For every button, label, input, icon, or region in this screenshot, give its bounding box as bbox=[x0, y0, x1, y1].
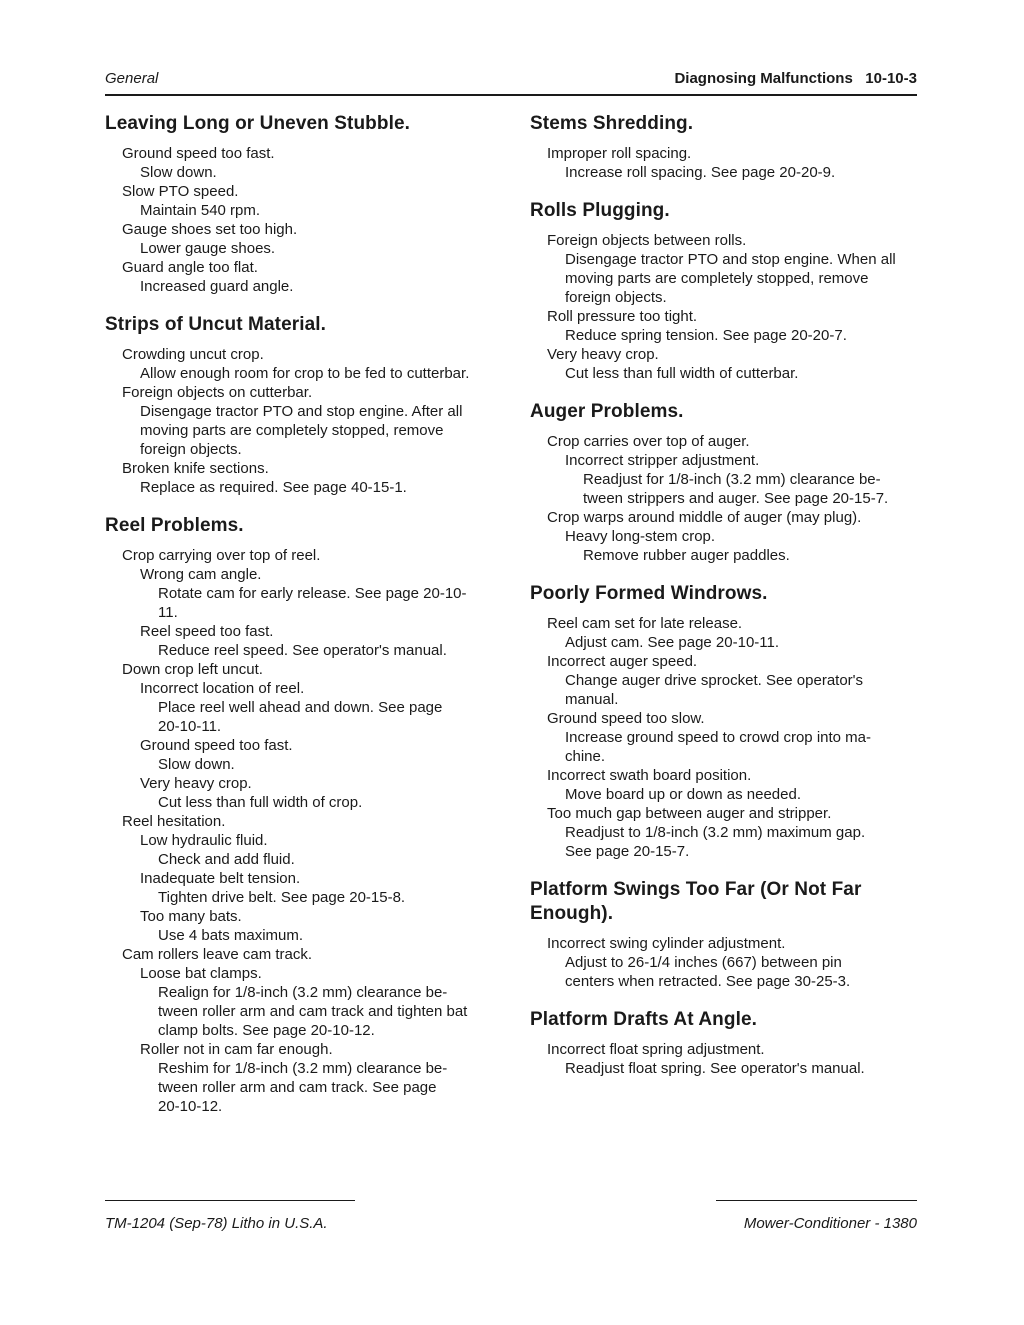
remedy-line: tween strippers and auger. See page 20-15-7. bbox=[583, 490, 889, 507]
remedy-line: tween roller arm and cam track and tighten bat bbox=[158, 1003, 468, 1020]
remedy-line: Change auger drive sprocket. See operator's bbox=[565, 672, 864, 689]
section-heading: Leaving Long or Uneven Stubble. bbox=[105, 113, 411, 134]
remedy-line: Increase roll spacing. See page 20-20-9. bbox=[565, 164, 836, 181]
remedy-line: Ground speed too fast. bbox=[140, 737, 293, 754]
remedy-line: tween roller arm and cam track. See page bbox=[158, 1079, 437, 1096]
remedy-line: Increase ground speed to crowd crop into ma- bbox=[565, 729, 871, 746]
symptom-line: Gauge shoes set too high. bbox=[122, 221, 298, 238]
remedy-line: Reduce reel speed. See operator's manual. bbox=[158, 642, 447, 659]
remedy-line: Disengage tractor PTO and stop engine. After all bbox=[140, 403, 463, 420]
header-rule bbox=[105, 94, 917, 96]
remedy-line: Very heavy crop. bbox=[140, 775, 252, 792]
page-header bbox=[105, 70, 917, 92]
remedy-line: Increased guard angle. bbox=[140, 278, 294, 295]
section-auger-problems bbox=[530, 400, 917, 565]
remedy-line: Incorrect stripper adjustment. bbox=[565, 452, 760, 469]
remedy-line: Remove rubber auger paddles. bbox=[583, 547, 790, 564]
symptom-line: Reel hesitation. bbox=[122, 813, 226, 830]
symptom-line: Very heavy crop. bbox=[547, 346, 659, 363]
remedy-line: Heavy long-stem crop. bbox=[565, 528, 716, 545]
remedy-line: foreign objects. bbox=[140, 441, 242, 458]
symptom-line: Foreign objects between rolls. bbox=[547, 232, 747, 249]
symptom-line: Crowding uncut crop. bbox=[122, 346, 264, 363]
right-column bbox=[530, 112, 917, 1095]
remedy-line: Wrong cam angle. bbox=[140, 566, 262, 583]
remedy-line: Loose bat clamps. bbox=[140, 965, 262, 982]
symptom-line: Cam rollers leave cam track. bbox=[122, 946, 313, 963]
remedy-line: manual. bbox=[565, 691, 619, 708]
remedy-line: Replace as required. See page 40-15-1. bbox=[140, 479, 407, 496]
header-section-label: General bbox=[105, 70, 159, 87]
remedy-line: clamp bolts. See page 20-10-12. bbox=[158, 1022, 375, 1039]
symptom-line: Too much gap between auger and stripper. bbox=[547, 805, 832, 822]
remedy-line: Readjust to 1/8-inch (3.2 mm) maximum gap. bbox=[565, 824, 866, 841]
footer-product-name: Mower-Conditioner - 1380 bbox=[743, 1215, 917, 1232]
remedy-line: Cut less than full width of crop. bbox=[158, 794, 363, 811]
section-heading: Strips of Uncut Material. bbox=[105, 314, 327, 335]
remedy-line: 20-10-11. bbox=[158, 718, 222, 735]
symptom-line: Ground speed too slow. bbox=[547, 710, 705, 727]
symptom-line: Incorrect auger speed. bbox=[547, 653, 698, 670]
section-poorly-formed-windrows bbox=[530, 582, 917, 861]
footer-rule-left bbox=[105, 1200, 355, 1201]
remedy-line: 11. bbox=[158, 604, 178, 621]
section-leaving-long-or-uneven-stubble bbox=[105, 112, 495, 296]
symptom-line: Crop carries over top of auger. bbox=[547, 433, 750, 450]
remedy-line: Tighten drive belt. See page 20-15-8. bbox=[158, 889, 406, 906]
remedy-line: Readjust for 1/8-inch (3.2 mm) clearance be- bbox=[583, 471, 881, 488]
remedy-line: Check and add fluid. bbox=[158, 851, 295, 868]
remedy-line: Place reel well ahead and down. See page bbox=[158, 699, 443, 716]
symptom-line: Incorrect float spring adjustment. bbox=[547, 1041, 765, 1058]
remedy-line: Roller not in cam far enough. bbox=[140, 1041, 333, 1058]
remedy-line: Rotate cam for early release. See page 20-10- bbox=[158, 585, 467, 602]
section-reel-problems bbox=[105, 514, 495, 1116]
symptom-line: Improper roll spacing. bbox=[547, 145, 692, 162]
remedy-line: moving parts are completely stopped, remove bbox=[140, 422, 444, 439]
symptom-line: Down crop left uncut. bbox=[122, 661, 263, 678]
section-platform-drafts-at-angle bbox=[530, 1008, 917, 1078]
section-heading: Rolls Plugging. bbox=[530, 200, 670, 221]
remedy-line: Too many bats. bbox=[140, 908, 242, 925]
remedy-line: Reduce spring tension. See page 20-20-7. bbox=[565, 327, 847, 344]
symptom-line: Guard angle too flat. bbox=[122, 259, 258, 276]
symptom-line: Crop carrying over top of reel. bbox=[122, 547, 321, 564]
section-heading: Stems Shredding. bbox=[530, 113, 694, 134]
header-page-title: Diagnosing Malfunctions 10-10-3 bbox=[674, 70, 917, 87]
section-platform-swings-too-far-or-not-far-enough bbox=[530, 878, 917, 991]
remedy-line: Incorrect location of reel. bbox=[140, 680, 305, 697]
remedy-line: foreign objects. bbox=[565, 289, 667, 306]
remedy-line: moving parts are completely stopped, remove bbox=[565, 270, 869, 287]
remedy-line: Low hydraulic fluid. bbox=[140, 832, 268, 849]
remedy-line: Cut less than full width of cutterbar. bbox=[565, 365, 799, 382]
remedy-line: Inadequate belt tension. bbox=[140, 870, 301, 887]
remedy-line: centers when retracted. See page 30-25-3. bbox=[565, 973, 851, 990]
remedy-line: 20-10-12. bbox=[158, 1098, 223, 1115]
remedy-line: Slow down. bbox=[158, 756, 235, 773]
symptom-line: Incorrect swath board position. bbox=[547, 767, 752, 784]
left-column bbox=[105, 112, 495, 1133]
section-rolls-plugging bbox=[530, 199, 917, 383]
symptom-line: Roll pressure too tight. bbox=[547, 308, 698, 325]
symptom-line: Crop warps around middle of auger (may plug). bbox=[547, 509, 862, 526]
remedy-line: Reel speed too fast. bbox=[140, 623, 274, 640]
section-heading: Auger Problems. bbox=[530, 401, 684, 422]
remedy-line: See page 20-15-7. bbox=[565, 843, 690, 860]
remedy-line: Realign for 1/8-inch (3.2 mm) clearance be- bbox=[158, 984, 448, 1001]
remedy-line: Adjust cam. See page 20-10-11. bbox=[565, 634, 780, 651]
section-heading: Platform Swings Too Far (Or Not Far Enough). bbox=[530, 879, 862, 924]
section-heading: Platform Drafts At Angle. bbox=[530, 1009, 758, 1030]
symptom-line: Slow PTO speed. bbox=[122, 183, 239, 200]
remedy-line: Use 4 bats maximum. bbox=[158, 927, 304, 944]
section-stems-shredding bbox=[530, 112, 917, 182]
section-strips-of-uncut-material bbox=[105, 313, 495, 497]
section-heading: Reel Problems. bbox=[105, 515, 244, 536]
remedy-line: Disengage tractor PTO and stop engine. When all bbox=[565, 251, 896, 268]
remedy-line: Reshim for 1/8-inch (3.2 mm) clearance be- bbox=[158, 1060, 448, 1077]
remedy-line: Lower gauge shoes. bbox=[140, 240, 276, 257]
remedy-line: Slow down. bbox=[140, 164, 217, 181]
symptom-line: Broken knife sections. bbox=[122, 460, 269, 477]
remedy-line: Allow enough room for crop to be fed to cutterbar. bbox=[140, 365, 470, 382]
remedy-line: Adjust to 26-1/4 inches (667) between pin bbox=[565, 954, 842, 971]
symptom-line: Foreign objects on cutterbar. bbox=[122, 384, 313, 401]
symptom-line: Incorrect swing cylinder adjustment. bbox=[547, 935, 786, 952]
remedy-line: chine. bbox=[565, 748, 606, 765]
remedy-line: Move board up or down as needed. bbox=[565, 786, 801, 803]
symptom-line: Ground speed too fast. bbox=[122, 145, 275, 162]
symptom-line: Reel cam set for late release. bbox=[547, 615, 743, 632]
section-heading: Poorly Formed Windrows. bbox=[530, 583, 768, 604]
remedy-line: Maintain 540 rpm. bbox=[140, 202, 261, 219]
footer-document-id: TM-1204 (Sep-78) Litho in U.S.A. bbox=[105, 1215, 328, 1232]
remedy-line: Readjust float spring. See operator's manual. bbox=[565, 1060, 865, 1077]
footer-rule-right bbox=[716, 1200, 917, 1201]
